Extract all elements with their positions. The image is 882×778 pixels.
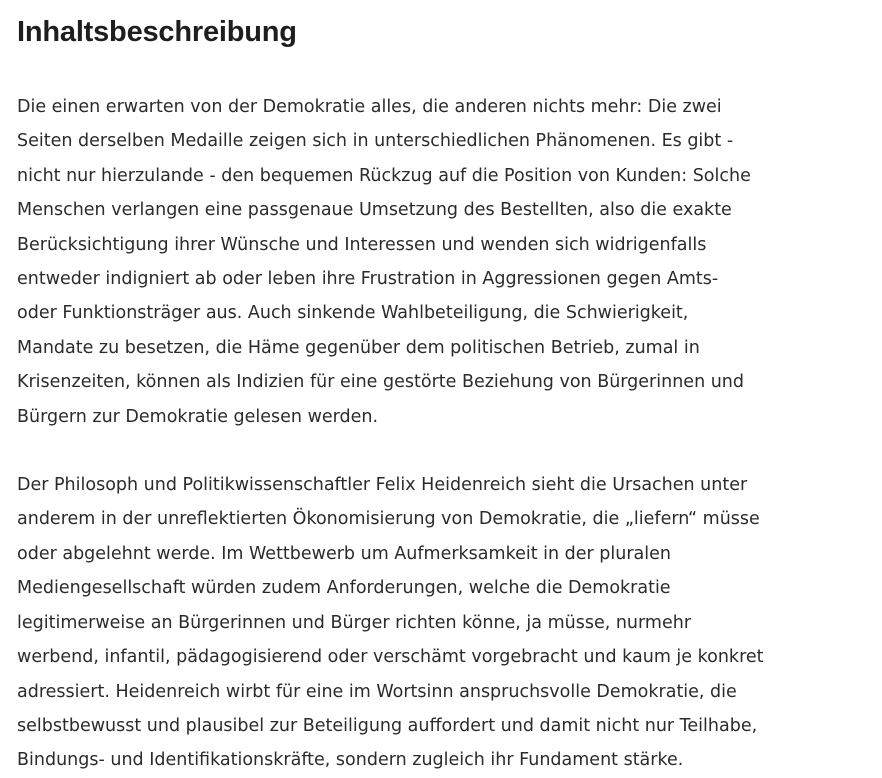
text-line: Der Philosoph und Politikwissenschaftler Felix Heidenreich sieht die Ursachen unter [17,475,748,496]
text-line: Menschen verlangen eine passgenaue Umsetzung des Bestellten, also die exakte [17,200,732,221]
text-line: werbend, infantil, pädagogisierend oder verschämt vorgebracht und kaum je konkret [17,647,764,668]
description-paragraph-2 [17,468,873,778]
text-line: Mediengesellschaft würden zudem Anforderungen, welche die Demokratie [17,578,671,599]
text-line: Krisenzeiten, können als Indizien für eine gestörte Beziehung von Bürgerinnen und [17,372,745,393]
text-line: oder abgelehnt werde. Im Wettbewerb um Aufmerksamkeit in der pluralen [17,543,671,564]
text-line: Bürgern zur Demokratie gelesen werden. [17,406,379,427]
text-line: Die einen erwarten von der Demokratie alles, die anderen nichts mehr: Die zwei [17,97,722,117]
text-line: nicht nur hierzulande - den bequemen Rückzug auf die Position von Kunden: Solche [17,165,751,186]
text-line: entweder indigniert ab oder leben ihre Frustration in Aggressionen gegen Amts- [17,269,719,290]
text-line: Berücksichtigung ihrer Wünsche und Interessen und wenden sich widrigenfalls [17,234,707,255]
description-paragraph-1 [17,90,873,434]
section-heading: Inhaltsbeschreibung [17,16,297,48]
text-line: oder Funktionsträger aus. Auch sinkende Wahlbeteiligung, die Schwierigkeit, [17,303,689,324]
text-line: legitimerweise an Bürgerinnen und Bürger richten könne, ja müsse, nurmehr [17,612,692,633]
text-line: anderem in der unreflektierten Ökonomisierung von Demokratie, die „liefern“ müsse [17,509,760,530]
text-line: Bindungs- und Identifikationskräfte, sondern zugleich ihr Fundament stärke. [17,750,684,771]
text-line: Mandate zu besetzen, die Häme gegenüber dem politischen Betrieb, zumal in [17,337,700,358]
text-line: Seiten derselben Medaille zeigen sich in unterschiedlichen Phänomenen. Es gibt - [17,131,734,152]
text-line: selbstbewusst und plausibel zur Beteiligung auffordert und damit nicht nur Teilhabe, [17,715,758,736]
text-line: adressiert. Heidenreich wirbt für eine im Wortsinn anspruchsvolle Demokratie, die [17,681,737,702]
